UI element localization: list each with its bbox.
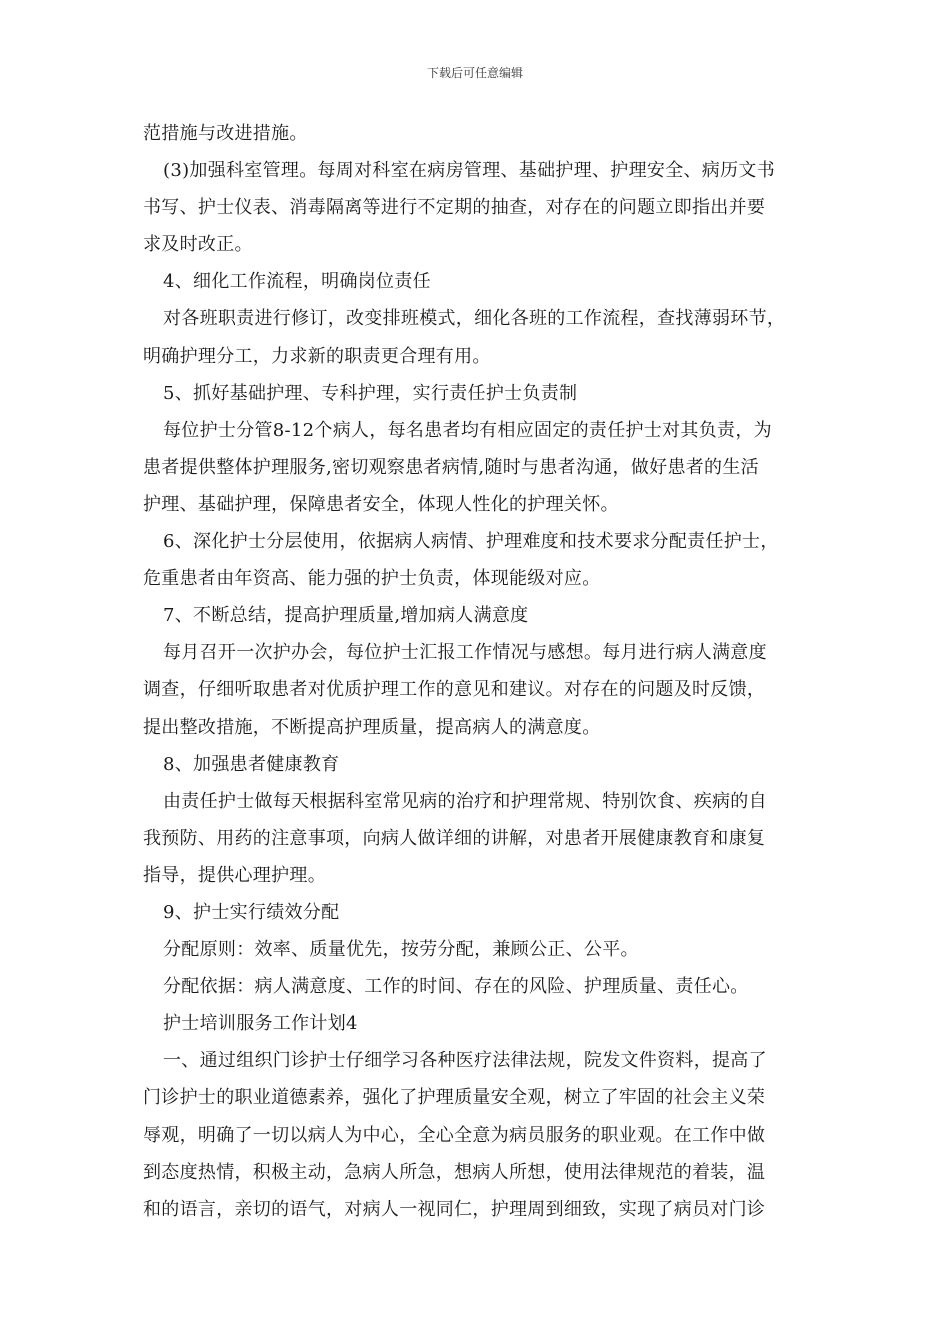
document-body — [143, 115, 813, 1228]
text-line: 4、细化工作流程，明确岗位责任 — [163, 271, 431, 293]
text-line: 每位护士分管8-12个病人，每名患者均有相应固定的责任护士对其负责，为 — [163, 419, 772, 441]
text-line: 护理、基础护理，保障患者安全，体现人性化的护理关怀。 — [143, 493, 619, 515]
text-line: 护士培训服务工作计划4 — [163, 1013, 358, 1035]
text-line: 由责任护士做每天根据科室常见病的治疗和护理常规、特别饮食、疾病的自 — [163, 790, 767, 812]
text-line: 分配依据：病人满意度、工作的时间、存在的风险、护理质量、责任心。 — [163, 976, 749, 998]
page-header: 下载后可任意编辑 — [426, 66, 523, 80]
text-line: 患者提供整体护理服务,密切观察患者病情,随时与患者沟通，做好患者的生活 — [143, 456, 759, 478]
text-line: (3)加强科室管理。每周对科室在病房管理、基础护理、护理安全、病历文书 — [163, 160, 775, 182]
text-line: 危重患者由年资高、能力强的护士负责，体现能级对应。 — [143, 568, 601, 590]
text-line: 一、通过组织门诊护士仔细学习各种医疗法律法规，院发文件资料，提高了 — [163, 1050, 767, 1072]
text-line: 每月召开一次护办会，每位护士汇报工作情况与感想。每月进行病人满意度 — [163, 642, 767, 664]
text-line: 9、护士实行绩效分配 — [163, 901, 340, 923]
text-line: 提出整改措施，不断提高护理质量，提高病人的满意度。 — [143, 716, 601, 738]
text-line: 门诊护士的职业道德素养，强化了护理质量安全观，树立了牢固的社会主义荣 — [143, 1087, 766, 1109]
text-line: 到态度热情，积极主动，急病人所急，想病人所想，使用法律规范的着装，温 — [143, 1161, 766, 1183]
text-line: 明确护理分工，力求新的职责更合理有用。 — [143, 345, 491, 367]
text-line: 调查，仔细听取患者对优质护理工作的意见和建议。对存在的问题及时反馈， — [143, 679, 766, 701]
text-line: 求及时改正。 — [143, 234, 253, 256]
text-line: 6、深化护士分层使用，依据病人病情、护理难度和技术要求分配责任护士， — [163, 531, 779, 553]
text-line: 5、抓好基础护理、专科护理，实行责任护士负责制 — [163, 382, 578, 404]
text-line: 指导，提供心理护理。 — [143, 864, 326, 886]
text-line: 和的语言，亲切的语气，对病人一视同仁，护理周到细致，实现了病员对门诊 — [143, 1198, 766, 1220]
text-line: 对各班职责进行修订，改变排班模式，细化各班的工作流程，查找薄弱环节， — [163, 308, 786, 330]
text-line: 7、不断总结，提高护理质量,增加病人满意度 — [163, 605, 529, 627]
text-line: 范措施与改进措施。 — [143, 123, 308, 144]
text-line: 书写、护士仪表、消毒隔离等进行不定期的抽查，对存在的问题立即指出并要 — [143, 197, 766, 219]
text-line: 分配原则：效率、质量优先，按劳分配，兼顾公正、公平。 — [163, 939, 639, 961]
text-line: 8、加强患者健康教育 — [163, 753, 340, 775]
text-line: 我预防、用药的注意事项，向病人做详细的讲解，对患者开展健康教育和康复 — [143, 827, 766, 849]
text-line: 辱观，明确了一切以病人为中心，全心全意为病员服务的职业观。在工作中做 — [143, 1124, 766, 1146]
